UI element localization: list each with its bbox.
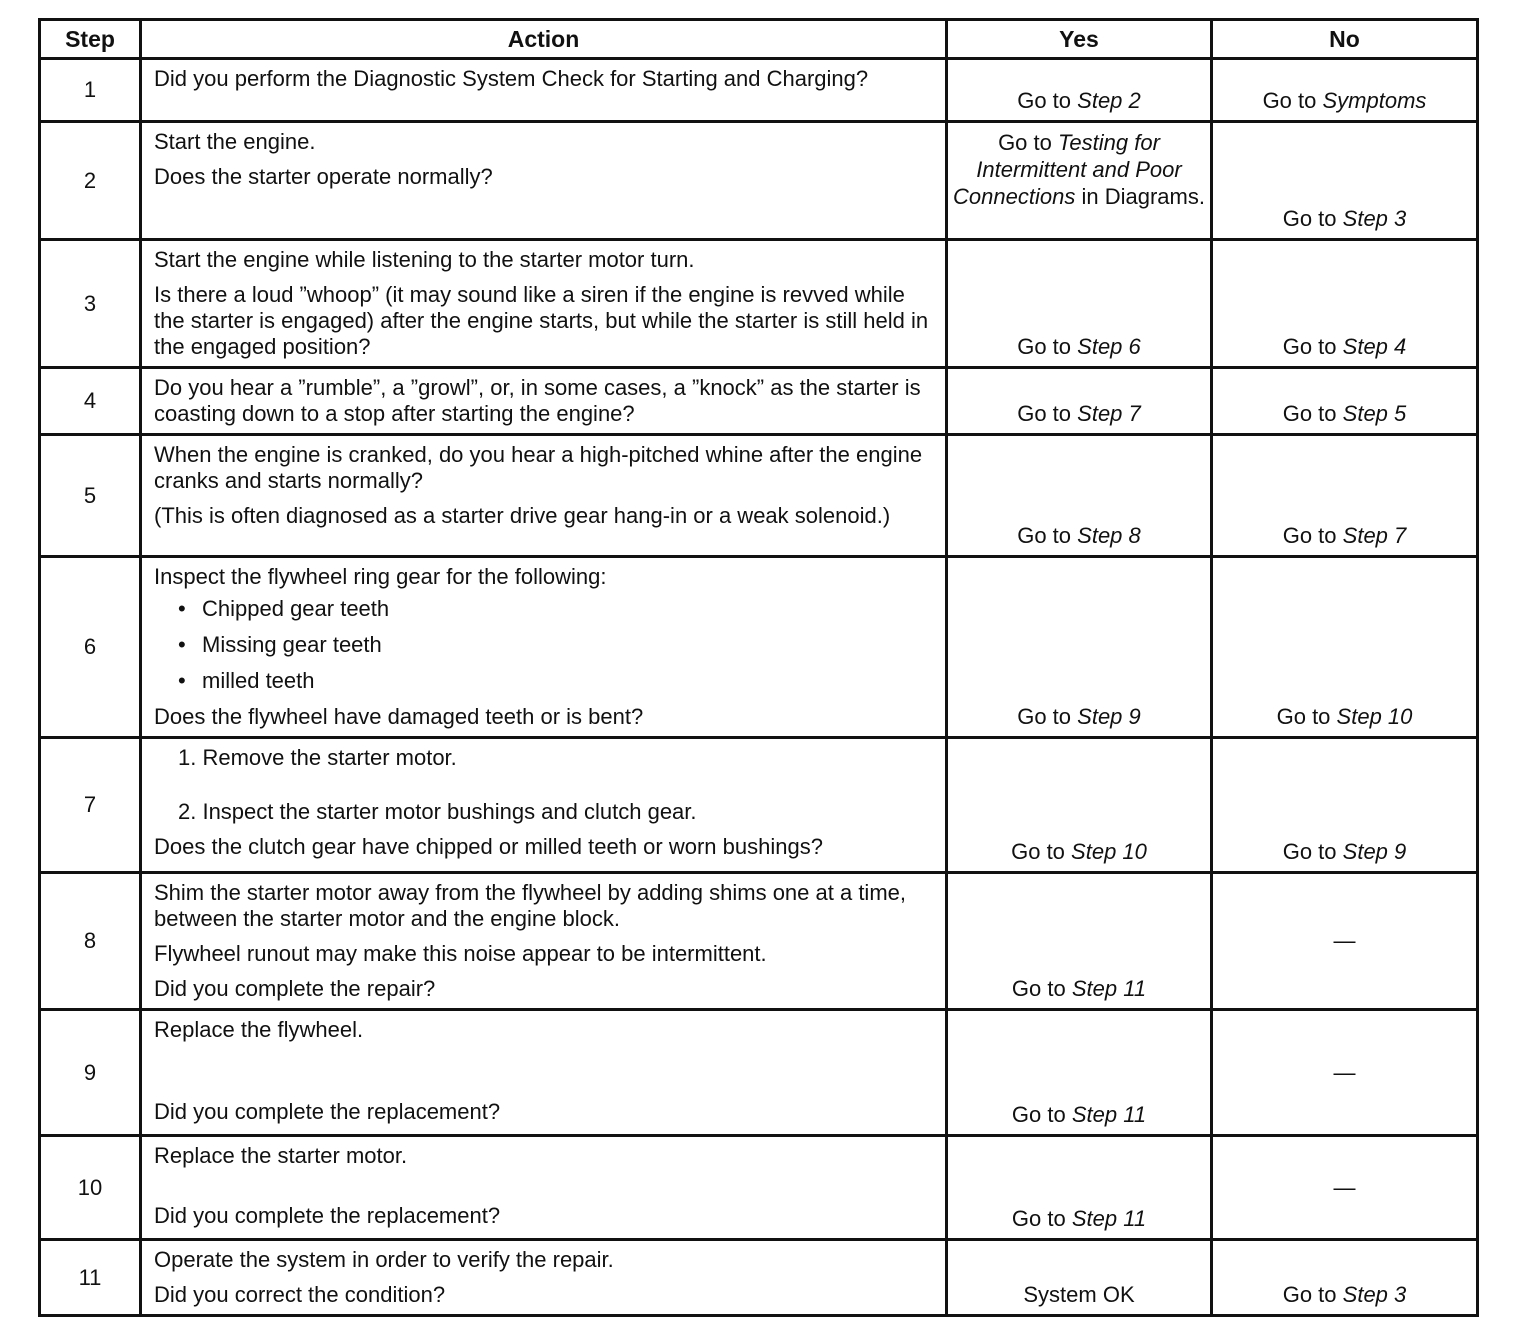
yes-target: Testing for Intermittent and Poor Connections [953, 130, 1182, 209]
no-target: Step 10 [1336, 704, 1413, 729]
no-prefix: Go to [1282, 523, 1337, 548]
action-cell [141, 1010, 947, 1136]
action-question: Did you correct the condition? [154, 1282, 446, 1307]
step-number: 3 [40, 240, 141, 368]
no-target: Step 7 [1342, 523, 1407, 548]
table-row [40, 368, 1478, 435]
yes-prefix: Go to [1011, 839, 1065, 864]
yes-cell [947, 59, 1212, 122]
action-cell [141, 435, 947, 557]
action-text: Replace the flywheel. [154, 1017, 364, 1042]
action-question: Did you complete the repair? [154, 976, 436, 1001]
action-question: Did you complete the replacement? [154, 1099, 501, 1124]
numbered-item: 1. Remove the starter motor. [178, 745, 457, 770]
header-yes: Yes [947, 20, 1212, 59]
yes-prefix: Go to [1017, 523, 1072, 548]
header-step: Step [40, 20, 141, 59]
yes-target: Step 11 [1071, 1102, 1147, 1127]
table-row [40, 1240, 1478, 1316]
no-prefix: Go to [1282, 1282, 1337, 1307]
action-cell [141, 368, 947, 435]
yes-target: Step 11 [1071, 1206, 1147, 1231]
no-target: Symptoms [1322, 88, 1427, 113]
yes-cell [947, 240, 1212, 368]
step-number: 10 [40, 1136, 141, 1240]
no-cell [1212, 1240, 1478, 1316]
yes-target: Step 7 [1077, 401, 1141, 426]
action-text: Start the engine. [154, 129, 316, 154]
list-item: • milled teeth [178, 668, 933, 694]
yes-prefix: Go to [1011, 1206, 1066, 1231]
no-prefix: Go to [1282, 401, 1337, 426]
no-target: Step 4 [1342, 334, 1407, 359]
action-cell [141, 59, 947, 122]
action-cell [141, 738, 947, 873]
no-cell [1212, 557, 1478, 738]
no-cell-dash: — [1212, 1010, 1478, 1136]
yes-target: Step 8 [1077, 523, 1141, 548]
yes-target: Step 9 [1077, 704, 1141, 729]
no-target: Step 5 [1342, 401, 1407, 426]
no-prefix: Go to [1282, 334, 1337, 359]
yes-target: Step 11 [1071, 976, 1147, 1001]
action-question: Does the starter operate normally? [154, 164, 493, 189]
table-row [40, 873, 1478, 1010]
yes-prefix: Go to [1011, 976, 1066, 1001]
yes-target: Step 2 [1077, 88, 1141, 113]
diagnostic-table [38, 18, 1479, 1317]
no-cell [1212, 122, 1478, 240]
action-text: Inspect the flywheel ring gear for the following: [154, 564, 607, 589]
no-target: Step 9 [1342, 839, 1407, 864]
header-row [40, 20, 1478, 59]
action-cell [141, 873, 947, 1010]
step-number: 6 [40, 557, 141, 738]
action-cell [141, 1240, 947, 1316]
no-prefix: Go to [1276, 704, 1331, 729]
action-text: Replace the starter motor. [154, 1143, 408, 1168]
action-question: Does the flywheel have damaged teeth or is bent? [154, 704, 644, 729]
action-text: Did you perform the Diagnostic System Check for Starting and Charging? [154, 66, 869, 91]
yes-cell [947, 557, 1212, 738]
yes-cell: System OK [947, 1240, 1212, 1316]
no-cell-dash: — [1212, 873, 1478, 1010]
yes-prefix: Go to [1017, 401, 1072, 426]
no-target: Step 3 [1342, 206, 1407, 231]
action-note: (This is often diagnosed as a starter drive gear hang-in or a weak solenoid.) [154, 503, 891, 528]
yes-cell [947, 873, 1212, 1010]
yes-cell [947, 435, 1212, 557]
action-text: Start the engine while listening to the starter motor turn. [154, 247, 695, 272]
action-text: Shim the starter motor away from the flywheel by adding shims one at a time, between the starter motor and the engine block. [154, 880, 906, 931]
step-number: 11 [40, 1240, 141, 1316]
step-number: 5 [40, 435, 141, 557]
no-prefix: Go to [1262, 88, 1317, 113]
table-row [40, 1136, 1478, 1240]
step-number: 7 [40, 738, 141, 873]
yes-cell [947, 122, 1212, 240]
list-item: • Missing gear teeth [178, 632, 933, 658]
yes-prefix: Go to [1017, 704, 1072, 729]
list-item: • Chipped gear teeth [178, 596, 933, 622]
step-number: 9 [40, 1010, 141, 1136]
step-number: 8 [40, 873, 141, 1010]
no-cell [1212, 240, 1478, 368]
step-number: 2 [40, 122, 141, 240]
header-no: No [1212, 20, 1478, 59]
step-number: 4 [40, 368, 141, 435]
no-prefix: Go to [1282, 206, 1337, 231]
table-row [40, 557, 1478, 738]
no-cell [1212, 368, 1478, 435]
header-action: Action [141, 20, 947, 59]
action-note: Flywheel runout may make this noise appear to be intermittent. [154, 941, 767, 966]
action-text: Operate the system in order to verify the repair. [154, 1247, 614, 1272]
table-row [40, 59, 1478, 122]
yes-cell [947, 1010, 1212, 1136]
yes-prefix: Go to [1017, 334, 1072, 359]
no-cell [1212, 59, 1478, 122]
yes-cell [947, 368, 1212, 435]
action-text: Do you hear a ”rumble”, a ”growl”, or, in some cases, a ”knock” as the starter is coasting down to a stop after starting the engine? [154, 375, 921, 426]
table-row [40, 738, 1478, 873]
yes-target: Step 10 [1071, 839, 1147, 864]
action-cell [141, 557, 947, 738]
no-cell-dash: — [1212, 1136, 1478, 1240]
action-question: Is there a loud ”whoop” (it may sound like a siren if the engine is revved while the starter is engaged) after the engine starts, but while the starter is still held in the engaged position? [154, 282, 929, 359]
bullet-list [178, 596, 933, 694]
no-cell [1212, 435, 1478, 557]
action-question: Did you complete the replacement? [154, 1203, 501, 1228]
no-prefix: Go to [1282, 839, 1337, 864]
yes-prefix: Go to [998, 130, 1052, 155]
yes-cell [947, 1136, 1212, 1240]
action-cell [141, 122, 947, 240]
yes-suffix: in Diagrams. [1081, 184, 1205, 209]
table-row [40, 240, 1478, 368]
yes-prefix: Go to [1017, 88, 1072, 113]
table-row [40, 435, 1478, 557]
no-cell [1212, 738, 1478, 873]
step-number: 1 [40, 59, 141, 122]
action-text: When the engine is cranked, do you hear a high-pitched whine after the engine cranks and starts normally? [154, 442, 923, 493]
yes-target: Step 6 [1077, 334, 1141, 359]
yes-prefix: Go to [1011, 1102, 1066, 1127]
no-target: Step 3 [1342, 1282, 1407, 1307]
table-row [40, 122, 1478, 240]
action-cell [141, 1136, 947, 1240]
action-cell [141, 240, 947, 368]
action-question: Does the clutch gear have chipped or milled teeth or worn bushings? [154, 834, 823, 859]
yes-cell [947, 738, 1212, 873]
table-row [40, 1010, 1478, 1136]
numbered-item: 2. Inspect the starter motor bushings and clutch gear. [178, 799, 697, 824]
